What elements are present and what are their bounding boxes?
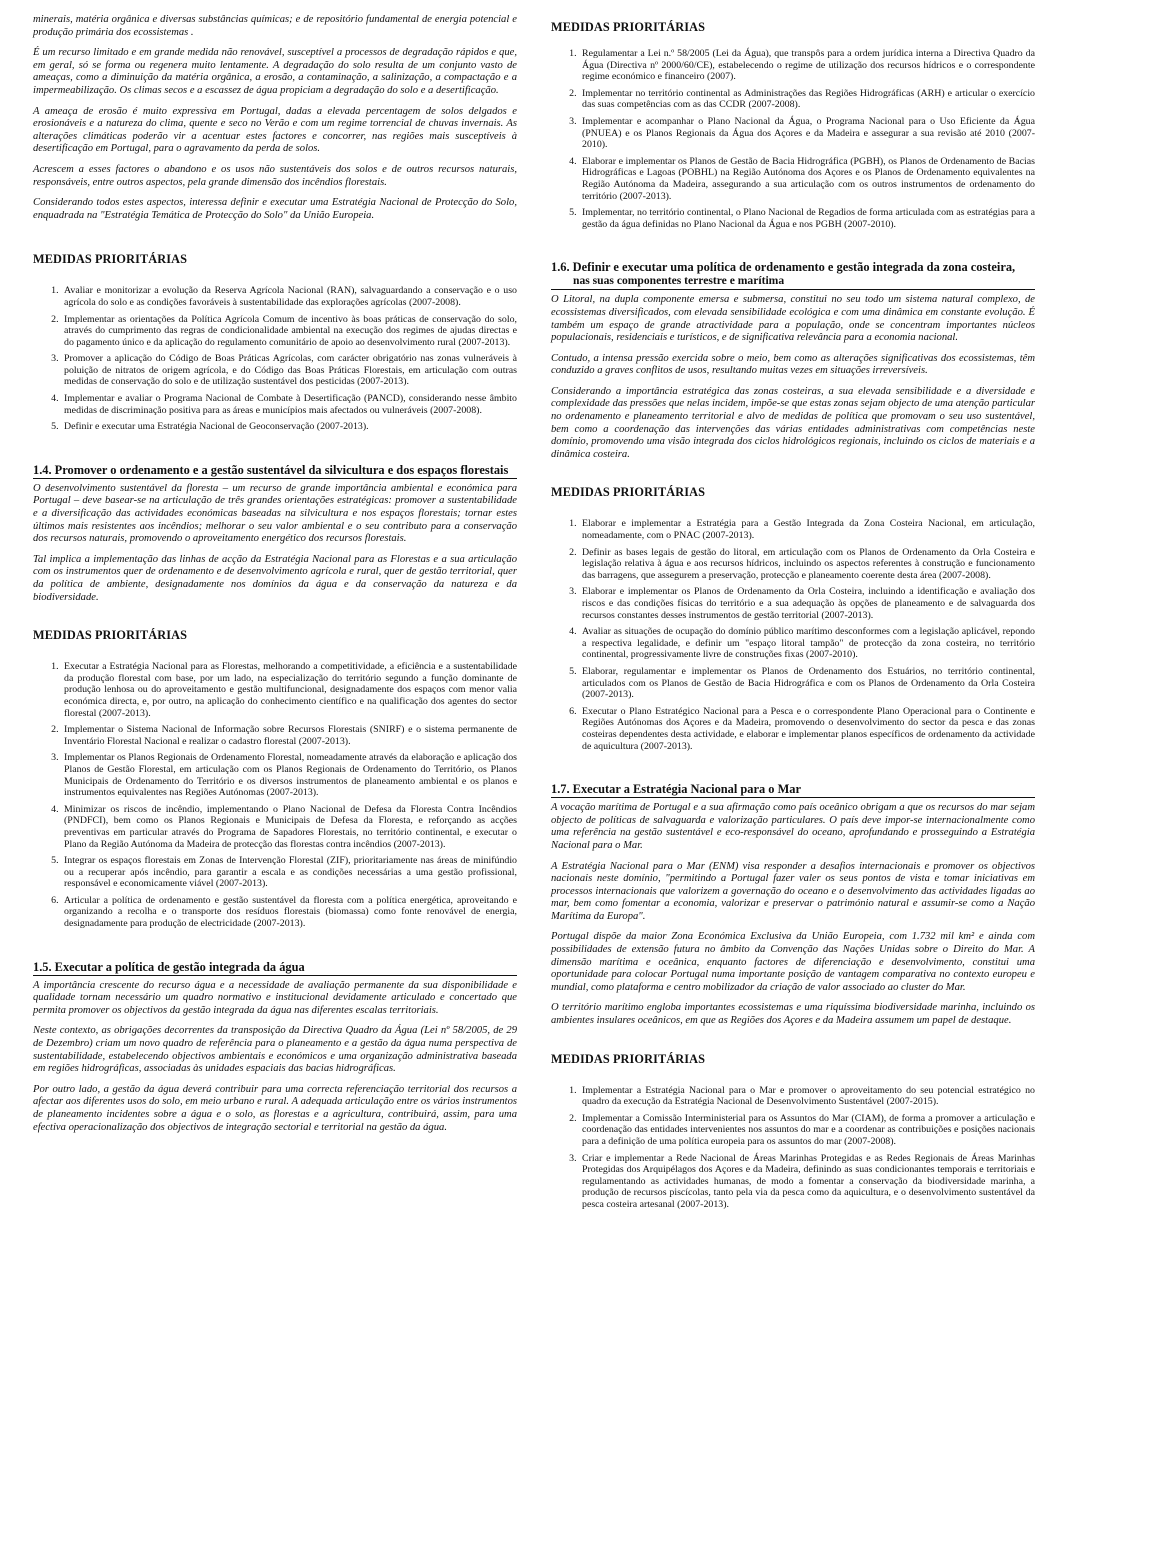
list-item: 2. Implementar no território continental as Administrações das Regiões Hidrográficas (ARH) e articular o exercício das suas competências com as das CCDR (2007-2008). xyxy=(579,88,1035,111)
list-item: 5. Elaborar, regulamentar e implementar os Planos de Ordenamento dos Estuários, no território continental, articulados com os Planos de Gestão de Bacia Hidrográfica e com os Planos de Ordenamento da Orla Costeira (2007-2013). xyxy=(579,666,1035,701)
list-item: 1. Implementar a Estratégia Nacional para o Mar e promover o aproveitamento do seu potencial estratégico no quadro da execução da Estratégia Nacional de Desenvolvimento Sustentável (2007-2015). xyxy=(579,1085,1035,1108)
paragraph: minerais, matéria orgânica e diversas substâncias químicas; e de repositório fundamental de energia potencial e produção primária dos ecossistemas . xyxy=(33,14,517,38)
list-item: 2. Definir as bases legais de gestão do litoral, em articulação com os Planos de Ordenamento da Orla Costeira e legislação relativa à água e aos recursos hídricos, incluindo os aspectos referentes à construção e funcionamento das barragens, que assegurem a preservação, protecção e planeamento coerente desta área (2007-2008). xyxy=(579,547,1035,582)
paragraph: A vocação marítima de Portugal e a sua afirmação como país oceânico obrigam a que os recursos do mar sejam objecto de políticas de salvaguarda e valorização particulares. O país deve impor-se internacionalmente como uma referência na gestão sustentável e eco-responsável do oceano, aprofundando e prosseguindo a Estratégia Nacional para o Mar. xyxy=(551,802,1035,851)
paragraph: Considerando a importância estratégica das zonas costeiras, a sua elevada sensibilidade e a diversidade e complexidade das pressões que nelas incidem, impõe-se que estas zonas sejam objecto de uma atenção particular no ordenamento e planeamento territorial e alvo de medidas de política que promovam o seu uso sustentável, bem como a coordenação das intervenções das várias entidades administrativas com competências neste domínio, promovendo uma visão integrada dos ciclos hidrológicos regionais, incluindo os ciclos de materiais e a dinâmica costeira. xyxy=(551,385,1035,460)
paragraph: A Estratégia Nacional para o Mar (ENM) visa responder a desafios internacionais e promover os objectivos nacionais neste domínio, "permitindo a Portugal fazer valer os seus pontos de vista e tomar iniciativas em processos internacionais que valorizem a governação do oceano e o desenvolvimento das actividades ligadas ao mar, bem como fomentar a economia, valorizar e preservar o património natural e assumir-se como a Nação Marítima da Europa". xyxy=(551,860,1035,922)
list-item: 3. Elaborar e implementar os Planos de Ordenamento da Orla Costeira, incluindo a identificação e avaliação dos riscos e das condições físicas do território e a sua adequação às opções de planeamento e de salvaguarda dos recursos constantes desses instrumentos de gestão territorial (2007-2013). xyxy=(579,586,1035,621)
paragraph: Neste contexto, as obrigações decorrentes da transposição da Directiva Quadro da Água (Lei nº 58/2005, de 29 de Dezembro) criam um novo quadro de referência para o planeamento e a gestão da água numa perspectiva de sustentabilidade, estabelecendo objectivos ambientais e económicos e uma organização administrativa baseada em regiões hidrográficas, associadas às unidades espaciais das bacias hidrográficas. xyxy=(33,1025,517,1075)
list-item: 5. Integrar os espaços florestais em Zonas de Intervenção Florestal (ZIF), prioritariamente nas áreas de minifúndio ou a recuperar após incêndio, para garantir a escala e as condições necessárias a uma gestão profissional, responsável e economicamente viável (2007-2013). xyxy=(61,855,517,890)
list-item: 6. Executar o Plano Estratégico Nacional para a Pesca e o correspondente Plano Operacional para o Continente e Regiões Autónomas dos Açores e da Madeira, promovendo o desenvolvimento do sector da pesca e das zonas costeiras dependentes desta actividade, e elaborar e implementar planos específicos de ordenamento da actividade de aquicultura (2007-2013). xyxy=(579,706,1035,752)
section-title-1-5: 1.5. Executar a política de gestão integrada da água xyxy=(33,960,517,976)
paragraph: Considerando todos estes aspectos, interessa definir e executar uma Estratégia Nacional de Protecção do Solo, enquadrada na "Estratégia Temática de Protecção do Solo" da União Europeia. xyxy=(33,197,517,221)
list-item: 1. Regulamentar a Lei n.º 58/2005 (Lei da Água), que transpôs para a ordem jurídica interna a Directiva Quadro da Água (Directiva nº 2000/60/CE), estabelecendo o regime de utilização dos recursos hídricos e o correspondente regime económico e financeiro (2007). xyxy=(579,48,1035,83)
paragraph: Portugal dispõe da maior Zona Económica Exclusiva da União Europeia, com 1.732 mil km² e ainda com possibilidades de extensão futura no âmbito da Convenção das Nações Unidas sobre o Direito do Mar. A dimensão marítima e oceânica, enquanto factores de diferenciação e desenvolvimento, constitui uma oportunidade para colocar Portugal numa importante posição de vantagem comparativa no contexto europeu e mundial, como plataforma e centro mobilizador da criação de valor associado ao cluster do Mar. xyxy=(551,931,1035,993)
paragraph: O território marítimo engloba importantes ecossistemas e uma riquíssima biodiversidade marinha, incluindo os ambientes insulares oceânicos, em que as Regiões dos Açores e da Madeira assumem um papel de destaque. xyxy=(551,1002,1035,1027)
measures-list xyxy=(551,1085,1035,1211)
list-item: 3. Promover a aplicação do Código de Boas Práticas Agrícolas, com carácter obrigatório nas zonas vulneráveis à poluição de nitratos de origem agrícola, e do Código das Boas Práticas Florestais, em articulação com outras medidas de conservação do solo e de utilização sustentável dos pesticidas (2007-2013). xyxy=(61,353,517,388)
list-item: 2. Implementar a Comissão Interministerial para os Assuntos do Mar (CIAM), de forma a promover a articulação e coordenação das entidades intervenientes nos assuntos do mar e a coordenar as contribuições e posições nacionais para a definição de uma política europeia para os assuntos do mar (2007-2008). xyxy=(579,1113,1035,1148)
list-item: 1. Avaliar e monitorizar a evolução da Reserva Agrícola Nacional (RAN), salvaguardando a conservação e o uso agrícola do solo e as condições favoráveis à sustentabilidade das explorações agrícolas (2007-2008). xyxy=(61,285,517,308)
paragraph: A ameaça de erosão é muito expressiva em Portugal, dadas a elevada percentagem de solos delgados e erosionáveis e a natureza do clima, quente e seco no Verão e com um regime torrencial de chuvas invernais. As alterações climáticas poderão vir a acentuar estes factores e concorrer, nas regiões mais susceptíveis à desertificação em Portugal, para o agravamento da perda de solos. xyxy=(33,105,517,155)
list-item: 4. Elaborar e implementar os Planos de Gestão de Bacia Hidrográfica (PGBH), os Planos de Ordenamento de Bacias Hidrográficas e Lagoas (POBHL) na Região Autónoma dos Açores e os Planos de Ordenamento equivalentes na Região Autónoma da Madeira, assegurando a sua articulação com os outros instrumentos de ordenamento do território (2007-2013). xyxy=(579,156,1035,202)
measures-list xyxy=(33,285,517,433)
paragraph: É um recurso limitado e em grande medida não renovável, susceptível a processos de degradação rápidos e que, em geral, só se forma ou regenera muito lentamente. A degradação do solo resulta de um conjunto vasto de ameaças, como a diminuição da matéria orgânica, a erosão, a contaminação, a salinização, a compactação e a impermeabilização. Os climas secos e a escassez de água propiciam a degradação do solo e a desertificação. xyxy=(33,47,517,96)
measures-heading: MEDIDAS PRIORITÁRIAS xyxy=(33,628,188,643)
list-item: 4. Avaliar as situações de ocupação do domínio público marítimo desconformes com a legislação aplicável, repondo a respectiva legalidade, e definir um "espaço litoral tampão" de protecção da zona costeira, no território continental, progressivamente livre de construções fixas (2007-2010). xyxy=(579,626,1035,661)
measures-heading: MEDIDAS PRIORITÁRIAS xyxy=(33,252,188,267)
paragraph: A importância crescente do recurso água e a necessidade de avaliação permanente da sua disponibilidade e qualidade tornam necessário um quadro normativo e institucional devidamente articulado e concertado que permita promover os objectivos da gestão integrada da água nas diferentes escalas territoriais. xyxy=(33,979,517,1016)
paragraph: Contudo, a intensa pressão exercida sobre o meio, bem como as alterações significativas dos ecossistemas, têm conduzido a graves conflitos de usos, resultando muitas vezes em situações irreversíveis. xyxy=(551,352,1035,377)
list-item: 3. Criar e implementar a Rede Nacional de Áreas Marinhas Protegidas e as Redes Regionais de Áreas Marinhas Protegidas dos Arquipélagos dos Açores e da Madeira, definindo as suas condicionantes temporais e territoriais e regulamentando as actividades humanas, de modo a fomentar a conservação da biodiversidade marinha, a produção de recursos piscícolas, tanto pela via da pesca como da aquicultura, e o desenvolvimento sustentável da pesca costeira artesanal (2007-2013). xyxy=(579,1153,1035,1211)
paragraph: Por outro lado, a gestão da água deverá contribuir para uma correcta referenciação territorial dos recursos a afectar aos diferentes usos do solo, em meio urbano e rural. A adequada articulação entre os vários instrumentos de planeamento incidentes sobre a água e o solo, as florestas e a agricultura, contribuirá, assim, para uma efectiva operacionalização dos objectivos de integração sectorial e territorial na gestão da água. xyxy=(33,1083,517,1133)
measures-heading: MEDIDAS PRIORITÁRIAS xyxy=(551,485,706,500)
list-item: 4. Minimizar os riscos de incêndio, implementando o Plano Nacional de Defesa da Floresta Contra Incêndios (PNDFCI), bem como os Planos Regionais e Municipais de Defesa da Floresta, e reforçando as acções preventivas em particular através do Programa de Sapadores Florestais, no território continental, e executar o Plano da Região Autónoma da Madeira de protecção das florestas contra incêndios (2007-2013). xyxy=(61,804,517,850)
left-column xyxy=(33,14,517,1142)
list-item: 3. Implementar os Planos Regionais de Ordenamento Florestal, nomeadamente através da elaboração e aplicação dos Planos de Gestão Florestal, em articulação com os Planos Regionais de Ordenamento do Território, os Planos Municipais de Ordenamento do Território e os diversos instrumentos de planeamento ambiental e os planos e instrumentos equivalentes nas Regiões Autónomas (2007-2013). xyxy=(61,752,517,798)
section-title-text: 1.6. Definir e executar uma política de ordenamento e gestão integrada da zona costeira, xyxy=(551,260,1016,275)
list-item: 5. Implementar, no território continental, o Plano Nacional de Regadios de forma articulada com as estratégias para a gestão da água definidas no Plano Nacional da Água e nos PGBH (2007-2010). xyxy=(579,207,1035,230)
list-item: 4. Implementar e avaliar o Programa Nacional de Combate à Desertificação (PANCD), considerando nesse âmbito medidas de discriminação positiva para as áreas e municípios mais afectados ou vulneráveis (2007-2008). xyxy=(61,393,517,416)
paragraph: O Litoral, na dupla componente emersa e submersa, constitui no seu todo um sistema natural complexo, de ecossistemas diversificados, com elevada sensibilidade ecológica e com uma dinâmica em constante evolução. É também um espaço de grande atractividade para a população, onde se concentram importantes núcleos populacionais, residenciais e turísticos, e de significativa relevância para a economia nacional. xyxy=(551,294,1035,344)
measures-list xyxy=(551,48,1035,230)
list-item: 1. Executar a Estratégia Nacional para as Florestas, melhorando a competitividade, a eficiência e a sustentabilidade da produção florestal com base, por um lado, na especialização do território segundo a função dominante de produção lenhosa ou do aproveitamento e gestão multifuncional, designadamente dos espaços com menor valia económica directa, e, por outro, na aplicação do conhecimento científico e na qualificação dos agentes do sector florestal (2007-2013). xyxy=(61,661,517,719)
section-title-1-6 xyxy=(551,260,1035,290)
paragraph: O desenvolvimento sustentável da floresta – um recurso de grande importância ambiental e económica para Portugal – deve basear-se na articulação de três grandes orientações estratégicas: promover a sustentabilidade e a diversificação das actividades económicas baseadas na silvicultura e nos espaços florestais; tornar estes últimos mais resistentes aos incêndios; melhorar o seu valor ambiental e o seu contributo para a conservação dos recursos naturais, promovendo o aproveitamento energético dos recursos florestais. xyxy=(33,482,517,545)
measures-heading: MEDIDAS PRIORITÁRIAS xyxy=(551,20,706,34)
list-item: 2. Implementar o Sistema Nacional de Informação sobre Recursos Florestais (SNIRF) e o sistema permanente de Inventário Florestal Nacional e realizar o cadastro florestal (2007-2013). xyxy=(61,724,517,747)
paragraph: Tal implica a implementação das linhas de acção da Estratégia Nacional para as Florestas e a sua articulação com os instrumentos quer de ordenamento e de desenvolvimento agrícola e rural, quer de gestão territorial, quer da política de ambiente, designadamente nos domínios da água e da conservação da natureza e da biodiversidade. xyxy=(33,553,517,603)
section-title-1-7: 1.7. Executar a Estratégia Nacional para o Mar xyxy=(551,782,1035,798)
measures-heading: MEDIDAS PRIORITÁRIAS xyxy=(551,1051,706,1066)
list-item: 2. Implementar as orientações da Política Agrícola Comum de incentivo às boas práticas de conservação do solo, através do cumprimento das regras de condicionalidade ambiental na execução dos regimes de ajudas directas e do pagamento único e da aplicação do regulamento comunitário de apoio ao desenvolvimento rural (2007-2013). xyxy=(61,314,517,349)
list-item: 3. Implementar e acompanhar o Plano Nacional da Água, o Programa Nacional para o Uso Eficiente da Água (PNUEA) e os Planos Regionais da Água dos Açores e da Madeira e assegurar a sua revisão até 2010 (2007-2010). xyxy=(579,116,1035,151)
measures-list xyxy=(551,518,1035,752)
measures-list xyxy=(33,661,517,929)
list-item: 6. Articular a política de ordenamento e gestão sustentável da floresta com a política energética, aproveitando e organizando a recolha e o transporte dos resíduos florestais (biomassa) como fonte renovável de energia, designadamente para produção de electricidade (2007-2013). xyxy=(61,895,517,930)
right-column xyxy=(551,14,1035,1216)
section-subtitle: nas suas componentes terrestre e marítima xyxy=(573,274,785,288)
list-item: 1. Elaborar e implementar a Estratégia para a Gestão Integrada da Zona Costeira Nacional, em articulação, nomeadamente, com o PNAC (2007-2013). xyxy=(579,518,1035,541)
section-title-1-4: 1.4. Promover o ordenamento e a gestão sustentável da silvicultura e dos espaços florestais xyxy=(33,463,517,479)
list-item: 5. Definir e executar uma Estratégia Nacional de Geoconservação (2007-2013). xyxy=(61,421,517,433)
paragraph: Acrescem a esses factores o abandono e os usos não sustentáveis dos solos e de outros recursos naturais, responsáveis, entre outros aspectos, pela grande dimensão dos incêndios florestais. xyxy=(33,163,517,188)
